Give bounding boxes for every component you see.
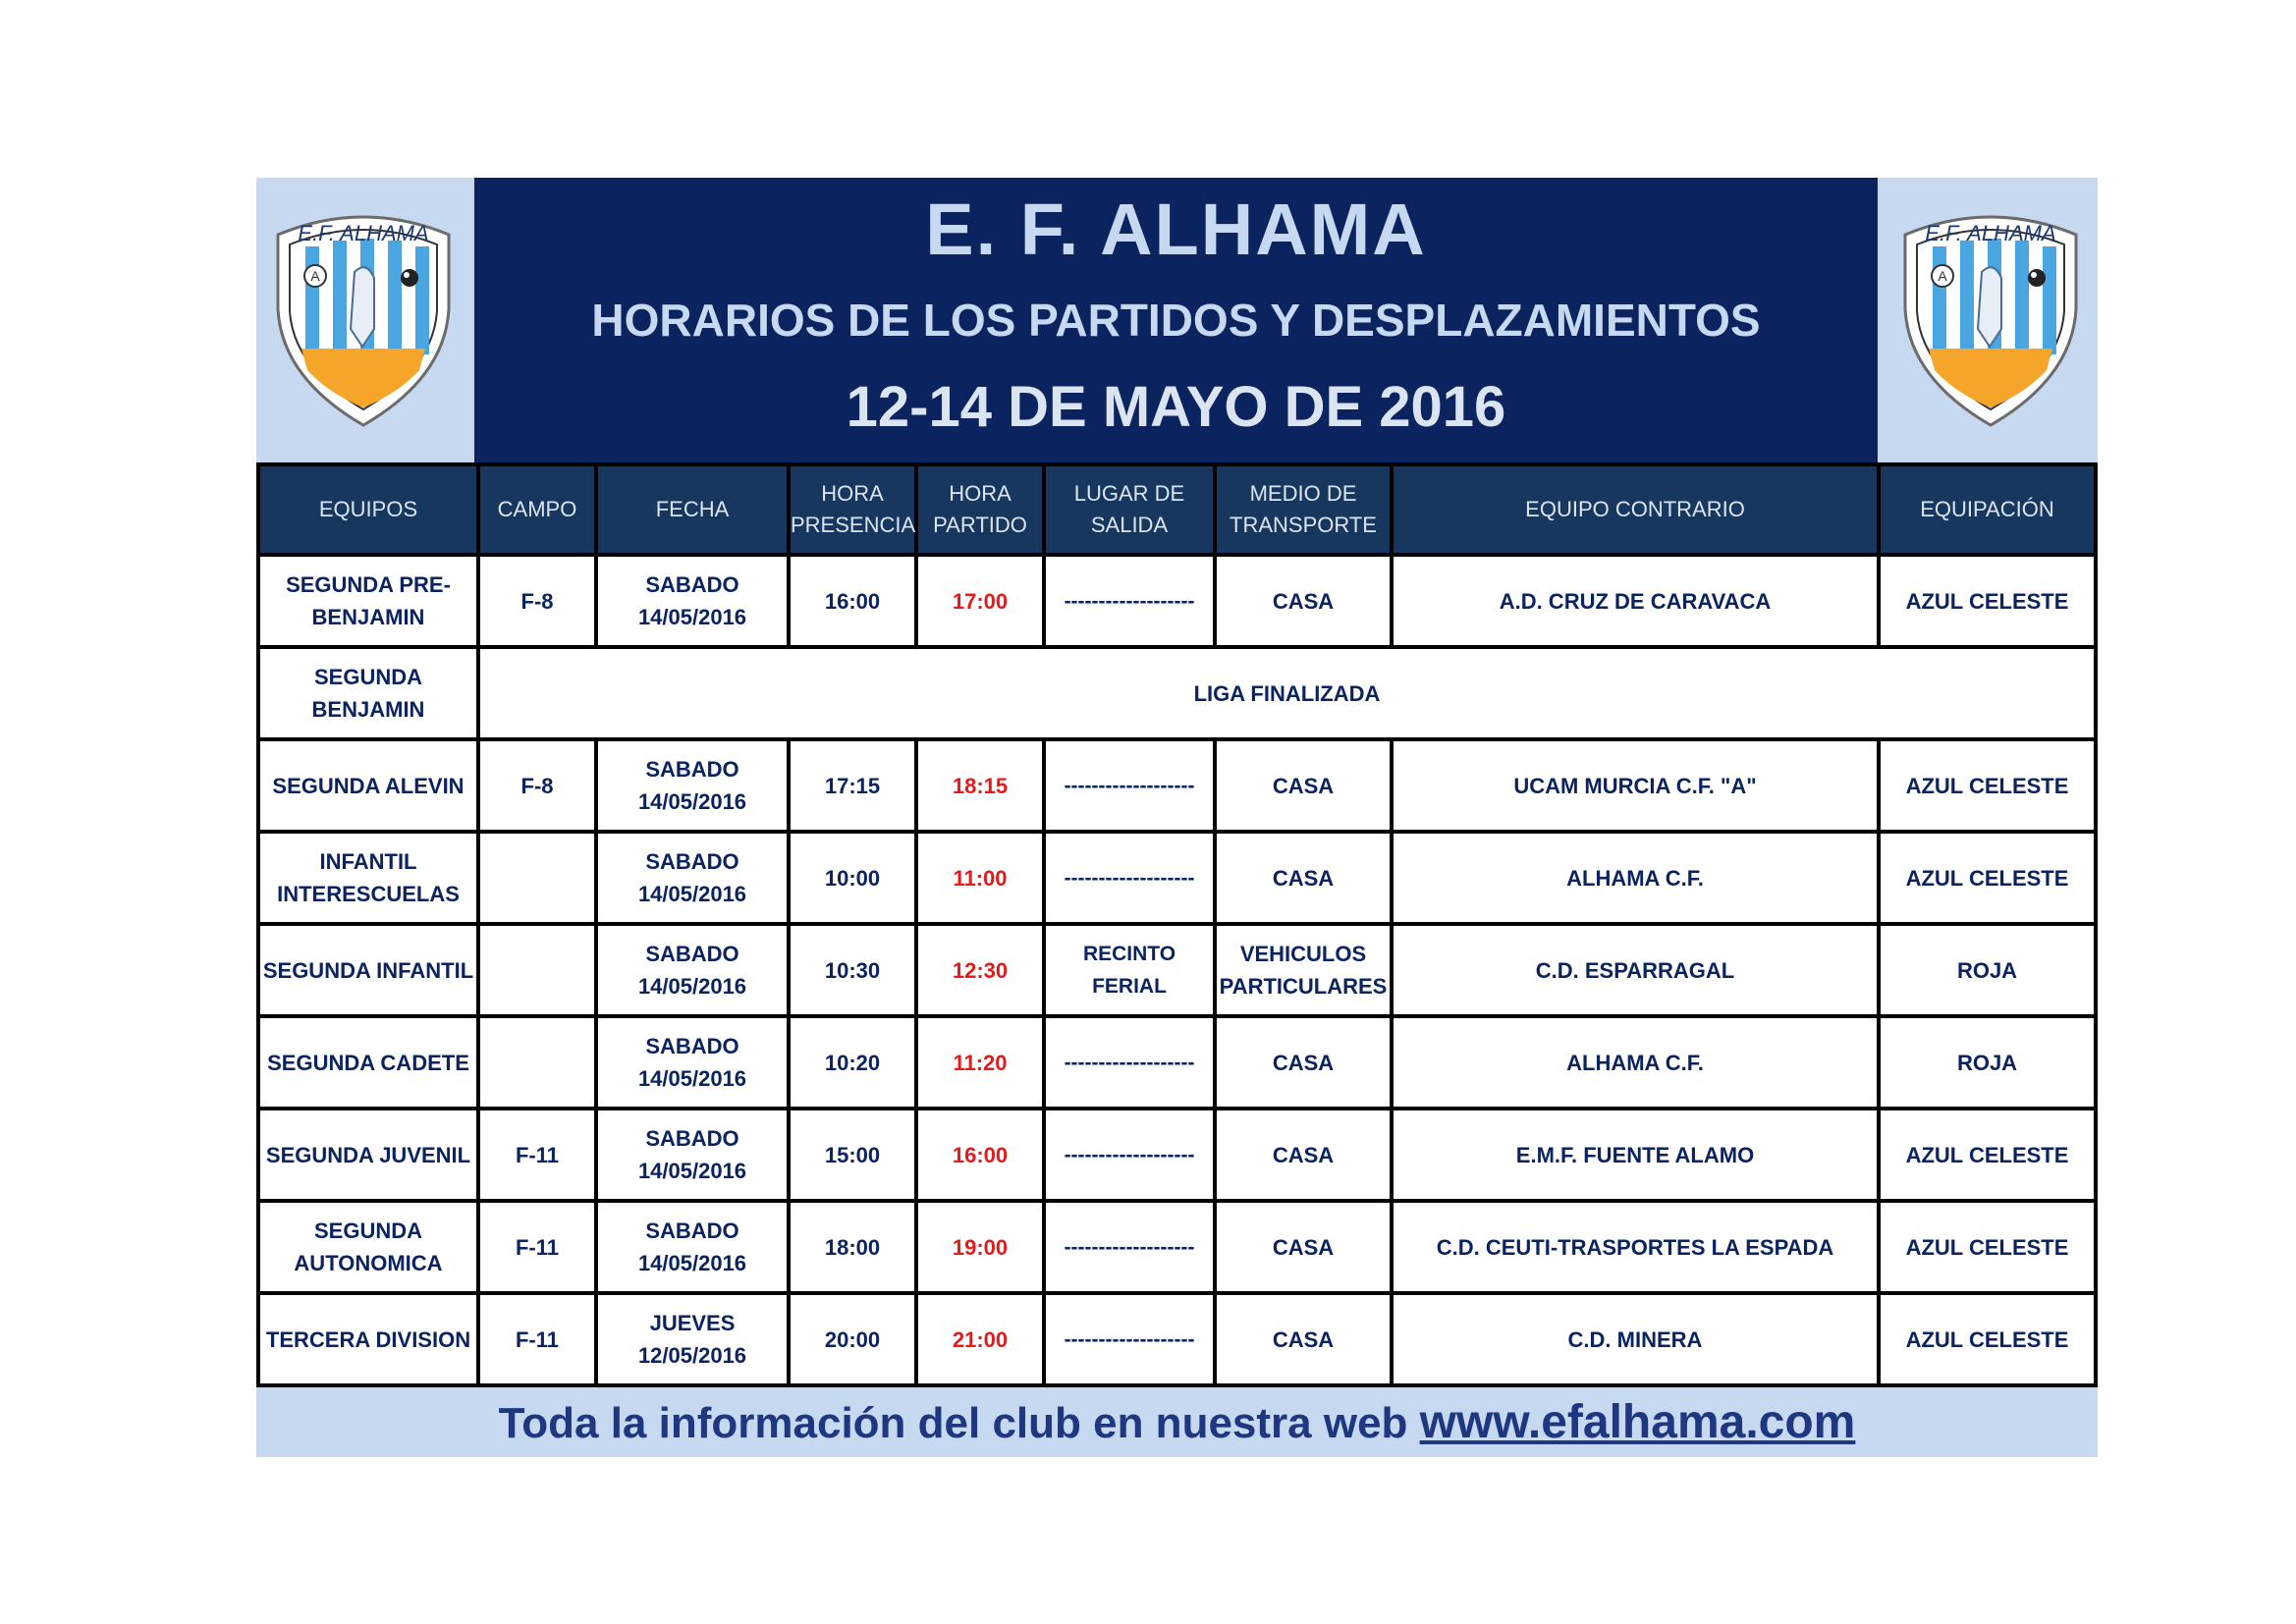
kit-cell: AZUL CELESTE	[1881, 1110, 2094, 1199]
crest-text: E.F. ALHAMA	[298, 221, 429, 245]
presence-time-cell: 18:00	[791, 1203, 914, 1291]
match-time-cell: 18:15	[918, 741, 1042, 830]
presence-time-cell: 17:15	[791, 741, 914, 830]
date-label: 14/05/2016	[637, 605, 747, 629]
date-cell	[598, 1203, 787, 1291]
team-cell: TERCERA DIVISION	[260, 1295, 476, 1383]
transport-cell: CASA	[1217, 1203, 1390, 1291]
table-row	[260, 834, 2094, 922]
website-link[interactable]: www.efalhama.com	[1419, 1396, 1856, 1448]
team-cell: SEGUNDA CADETE	[260, 1018, 476, 1107]
title-block	[474, 178, 1878, 462]
weekday-label: SABADO	[645, 1126, 739, 1151]
team-cell: SEGUNDA JUVENIL	[260, 1110, 476, 1199]
departure-cell: -------------------	[1046, 1018, 1213, 1107]
weekday-label: SABADO	[645, 849, 739, 874]
date-cell	[598, 926, 787, 1014]
column-header-campo: CAMPO	[480, 466, 594, 553]
club-title: E. F. ALHAMA	[925, 189, 1427, 270]
date-range-title: 12-14 DE MAYO DE 2016	[846, 375, 1506, 439]
match-time-cell: 11:20	[918, 1018, 1042, 1107]
status-note-cell: LIGA FINALIZADA	[480, 649, 2094, 737]
kit-cell: ROJA	[1881, 1018, 2094, 1107]
date-label: 14/05/2016	[637, 882, 747, 906]
kit-cell: AZUL CELESTE	[1881, 741, 2094, 830]
field-cell	[480, 1018, 594, 1107]
date-label: 12/05/2016	[637, 1343, 747, 1368]
opponent-cell: C.D. ESPARRAGAL	[1394, 926, 1877, 1014]
schedule-sheet	[256, 178, 2098, 1457]
opponent-cell: C.D. MINERA	[1394, 1295, 1877, 1383]
date-label: 14/05/2016	[637, 1251, 747, 1275]
column-header-equipo-contrario: EQUIPO CONTRARIO	[1394, 466, 1877, 553]
team-cell: SEGUNDA INFANTIL	[260, 926, 476, 1014]
column-header-equipos: EQUIPOS	[260, 466, 476, 553]
column-header-hora-presencia: HORA PRESENCIA	[791, 466, 914, 553]
crest-letter: A	[1938, 268, 1947, 284]
date-cell	[598, 1018, 787, 1107]
weekday-label: SABADO	[645, 757, 739, 782]
weekday-label: JUEVES	[649, 1311, 736, 1335]
opponent-cell: UCAM MURCIA C.F. "A"	[1394, 741, 1877, 830]
field-cell: F-8	[480, 557, 594, 645]
table-row	[260, 1018, 2094, 1107]
kit-cell: AZUL CELESTE	[1881, 557, 2094, 645]
transport-cell: CASA	[1217, 834, 1390, 922]
departure-cell: -------------------	[1046, 834, 1213, 922]
transport-cell: CASA	[1217, 1295, 1390, 1383]
column-header-medio-transporte: MEDIO DE TRANSPORTE	[1217, 466, 1390, 553]
column-header-hora-partido: HORA PARTIDO	[918, 466, 1042, 553]
transport-cell: CASA	[1217, 1110, 1390, 1199]
departure-cell: -------------------	[1046, 1110, 1213, 1199]
crest-letter: A	[310, 268, 320, 284]
club-crest-logo	[272, 201, 455, 429]
column-header-equipacion: EQUIPACIÓN	[1881, 466, 2094, 553]
opponent-cell: E.M.F. FUENTE ALAMO	[1394, 1110, 1877, 1199]
match-time-cell: 11:00	[918, 834, 1042, 922]
date-label: 14/05/2016	[637, 1066, 747, 1091]
date-label: 14/05/2016	[637, 789, 747, 814]
transport-cell: CASA	[1217, 741, 1390, 830]
presence-time-cell: 20:00	[791, 1295, 914, 1383]
date-cell	[598, 1110, 787, 1199]
match-time-cell: 21:00	[918, 1295, 1042, 1383]
match-time-cell: 19:00	[918, 1203, 1042, 1291]
weekday-label: SABADO	[645, 942, 739, 966]
kit-cell: AZUL CELESTE	[1881, 834, 2094, 922]
team-cell: SEGUNDA AUTONOMICA	[260, 1203, 476, 1291]
presence-time-cell: 10:30	[791, 926, 914, 1014]
opponent-cell: ALHAMA C.F.	[1394, 834, 1877, 922]
date-cell	[598, 557, 787, 645]
column-header-fecha: FECHA	[598, 466, 787, 553]
weekday-label: SABADO	[645, 1034, 739, 1058]
footer-text: Toda la información del club en nuestra web	[498, 1399, 1420, 1447]
team-cell: SEGUNDA BENJAMIN	[260, 649, 476, 737]
presence-time-cell: 15:00	[791, 1110, 914, 1199]
departure-cell: -------------------	[1046, 1203, 1213, 1291]
presence-time-cell: 10:00	[791, 834, 914, 922]
table-row	[260, 1203, 2094, 1291]
match-time-cell: 16:00	[918, 1110, 1042, 1199]
transport-cell: CASA	[1217, 1018, 1390, 1107]
field-cell	[480, 926, 594, 1014]
header-band	[256, 178, 2098, 462]
table-row	[260, 649, 2094, 737]
team-cell: INFANTIL INTERESCUELAS	[260, 834, 476, 922]
date-label: 14/05/2016	[637, 1159, 747, 1183]
schedule-table	[256, 462, 2098, 1387]
field-cell: F-11	[480, 1295, 594, 1383]
kit-cell: AZUL CELESTE	[1881, 1295, 2094, 1383]
kit-cell: AZUL CELESTE	[1881, 1203, 2094, 1291]
table-row	[260, 1110, 2094, 1199]
kit-cell: ROJA	[1881, 926, 2094, 1014]
table-row	[260, 1295, 2094, 1383]
transport-cell: CASA	[1217, 557, 1390, 645]
departure-cell: -------------------	[1046, 1295, 1213, 1383]
departure-cell: RECINTO FERIAL	[1046, 926, 1213, 1014]
match-time-cell: 12:30	[918, 926, 1042, 1014]
departure-cell: -------------------	[1046, 741, 1213, 830]
table-row	[260, 557, 2094, 645]
table-row	[260, 741, 2094, 830]
weekday-label: SABADO	[645, 1218, 739, 1243]
club-crest-logo-right	[1899, 201, 2082, 429]
crest-text: E.F. ALHAMA	[1925, 221, 2056, 245]
field-cell	[480, 834, 594, 922]
weekday-label: SABADO	[645, 572, 739, 597]
footer-band	[256, 1387, 2098, 1457]
transport-cell: VEHICULOS PARTICULARES	[1217, 926, 1390, 1014]
departure-cell: -------------------	[1046, 557, 1213, 645]
date-cell	[598, 741, 787, 830]
schedule-subtitle: HORARIOS DE LOS PARTIDOS Y DESPLAZAMIENTOS	[591, 295, 1761, 346]
schedule-body	[260, 557, 2094, 1383]
match-time-cell: 17:00	[918, 557, 1042, 645]
opponent-cell: A.D. CRUZ DE CARAVACA	[1394, 557, 1877, 645]
field-cell: F-11	[480, 1110, 594, 1199]
presence-time-cell: 16:00	[791, 557, 914, 645]
table-row	[260, 926, 2094, 1014]
team-cell: SEGUNDA PRE-BENJAMIN	[260, 557, 476, 645]
column-header-lugar-salida: LUGAR DE SALIDA	[1046, 466, 1213, 553]
opponent-cell: C.D. CEUTI-TRASPORTES LA ESPADA	[1394, 1203, 1877, 1291]
date-cell	[598, 1295, 787, 1383]
column-header-row	[260, 466, 2094, 553]
field-cell: F-8	[480, 741, 594, 830]
date-cell	[598, 834, 787, 922]
field-cell: F-11	[480, 1203, 594, 1291]
date-label: 14/05/2016	[637, 974, 747, 999]
opponent-cell: ALHAMA C.F.	[1394, 1018, 1877, 1107]
team-cell: SEGUNDA ALEVIN	[260, 741, 476, 830]
presence-time-cell: 10:20	[791, 1018, 914, 1107]
